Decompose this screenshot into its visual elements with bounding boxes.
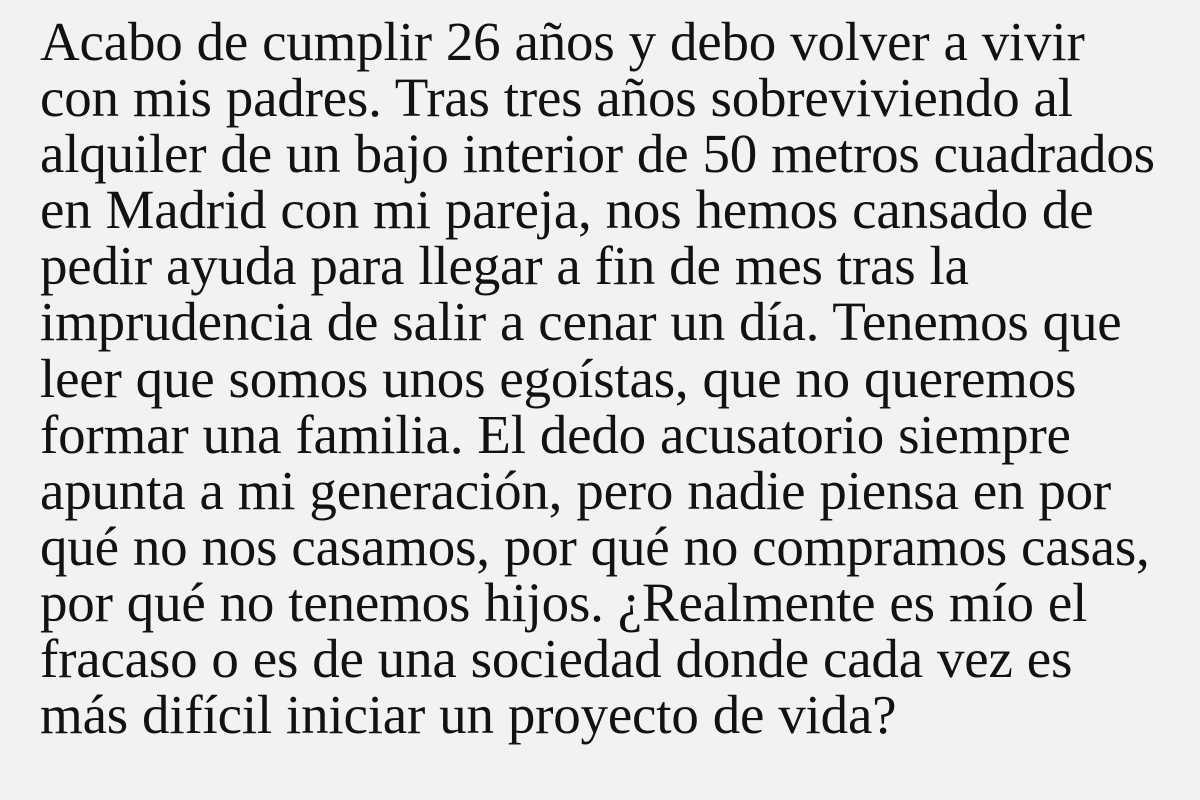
quote-body-text: Acabo de cumplir 26 años y debo volver a vivir con mis padres. Tras tres años sobreviviendo al alquiler de un bajo interior de 50 metros cuadrados en Madrid con mi pareja, nos hemos cansado de pedir ayuda para llegar a fin de mes tras la imprudencia de salir a cenar un día. Tenemos que leer que somos unos egoístas, que no queremos formar una familia. El dedo acusatorio siempre apunta a mi generación, pero nadie piensa en por qué no nos casamos, por qué no compramos casas, por qué no tenemos hijos. ¿Realmente es mío el fracaso o es de una sociedad donde cada vez es más difícil iniciar un proyecto de vida?: [40, 11, 1169, 746]
